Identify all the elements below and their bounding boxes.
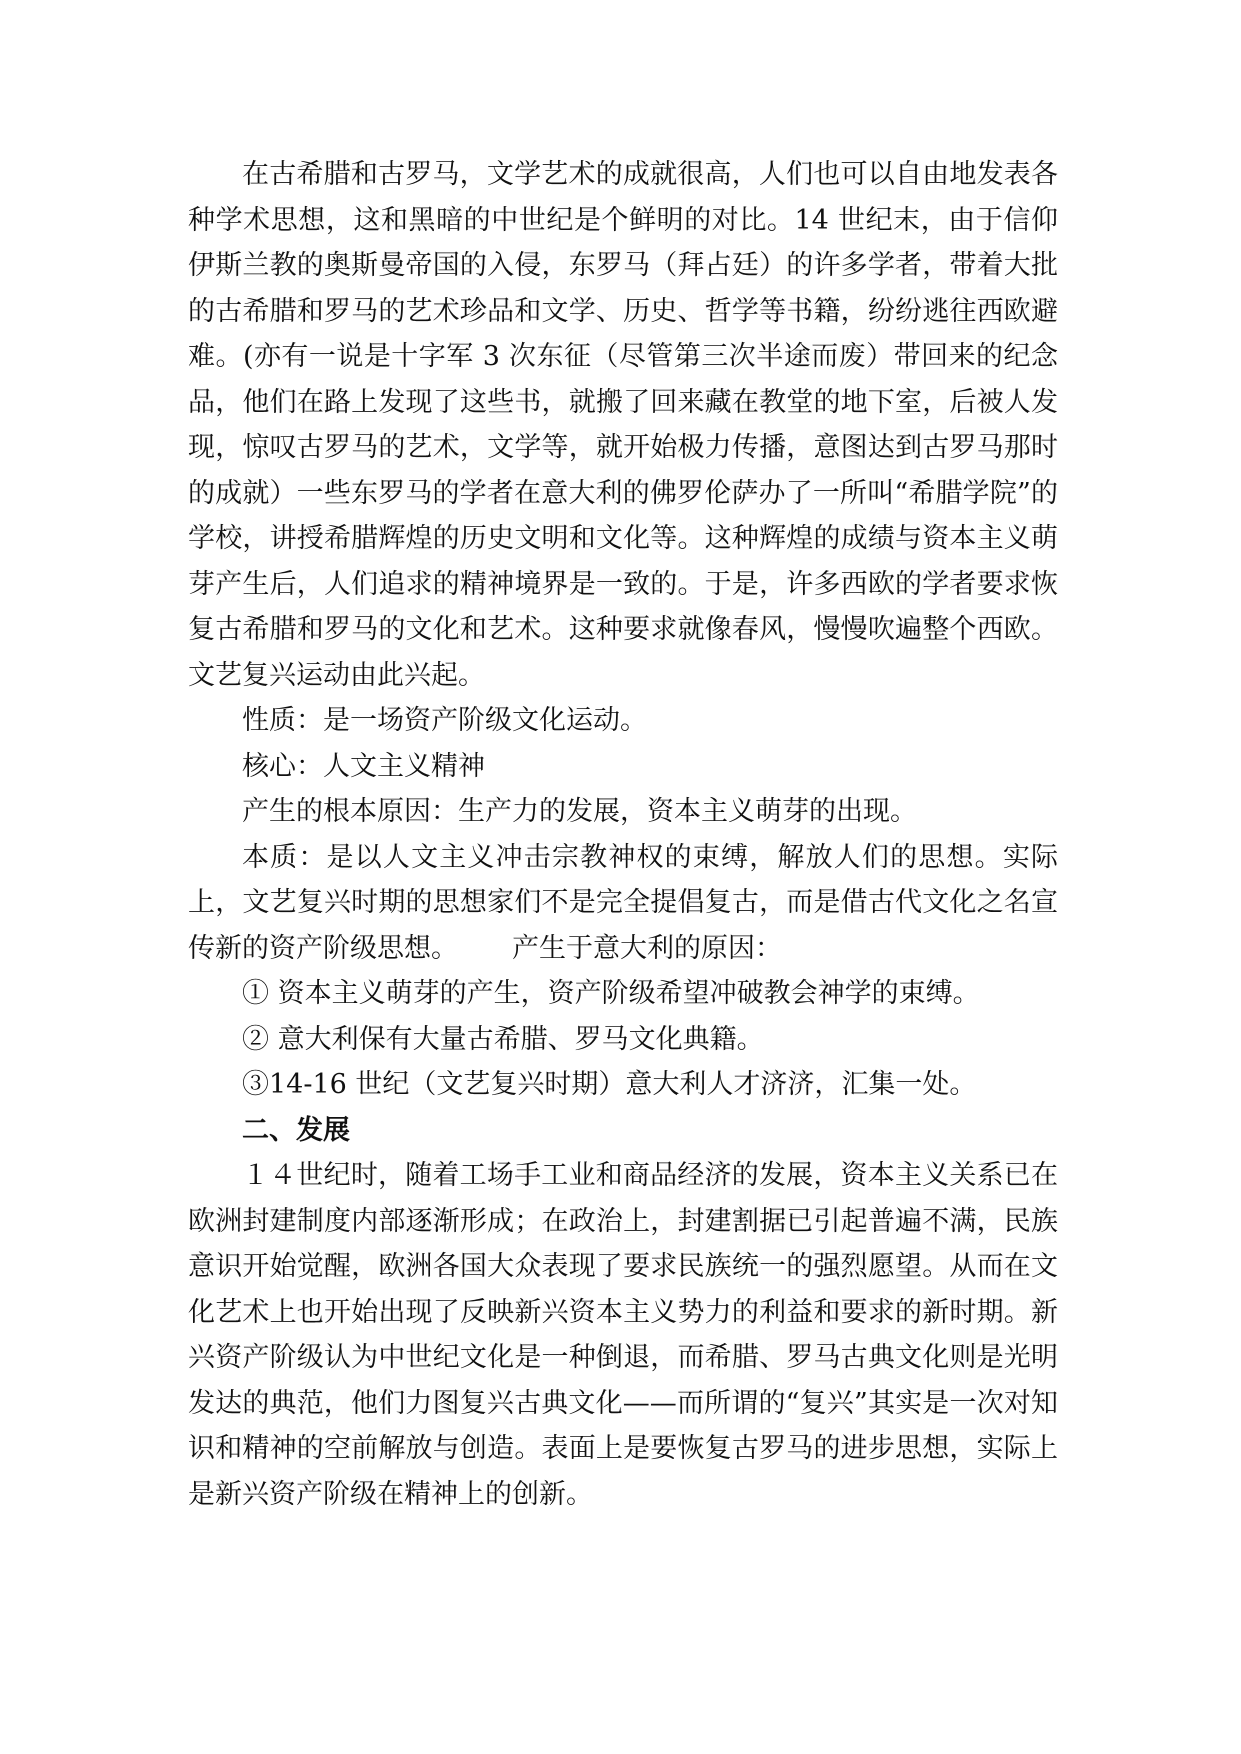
reason-item-2: ② 意大利保有大量古希腊、罗马文化典籍。 bbox=[242, 1023, 764, 1055]
essence-paragraph bbox=[188, 835, 1058, 972]
italy-reason-label: 产生于意大利的原因： bbox=[512, 932, 782, 964]
nature-line: 性质：是一场资产阶级文化运动。 bbox=[242, 705, 647, 736]
development-paragraph: １４世纪时，随着工场手工业和商品经济的发展，资本主义关系已在欧洲封建制度内部逐渐形成；在政治上，封建割据已引起普遍不满，民族意识开始觉醒，欧洲各国大众表现了要求民族统一的强烈愿望。从而在文化艺术上也开始出现了反映新兴资本主义势力的利益和要求的新时期。新兴资产阶级认为中世纪文化是一种倒退，而希腊、罗马古典文化则是光明发达的典范，他们力图复兴古典文化——而所谓的“复兴”其实是一次对知识和精神的空前解放与创造。表面上是要恢复古罗马的进步思想，实际上是新兴资产阶级在精神上的创新。 bbox=[188, 1160, 1058, 1510]
intro-paragraph: 在古希腊和古罗马，文学艺术的成就很高，人们也可以自由地发表各种学术思想，这和黑暗的中世纪是个鲜明的对比。14 世纪末，由于信仰伊斯兰教的奥斯曼帝国的入侵，东罗马（拜占廷）的许多学者，带着大批的古希腊和罗马的艺术珍品和文学、历史、哲学等书籍，纷纷逃往西欧避难。(亦有一说是十字军 3 次东征（尽管第三次半途而废）带回来的纪念品，他们在路上发现了这些书，就搬了回来藏在教堂的地下室，后被人发现，惊叹古罗马的艺术，文学等，就开始极力传播，意图达到古罗马那时的成就）一些东罗马的学者在意大利的佛罗伦萨办了一所叫“希腊学院”的学校，讲授希腊辉煌的历史文明和文化等。这种辉煌的成绩与资本主义萌芽产生后，人们追求的精神境界是一致的。于是，许多西欧的学者要求恢复古希腊和罗马的文化和艺术。这种要求就像春风，慢慢吹遍整个西欧。文艺复兴运动由此兴起。 bbox=[188, 159, 1058, 691]
core-line: 核心：人文主义精神 bbox=[242, 750, 485, 782]
section-heading: 二、发展 bbox=[242, 1114, 350, 1146]
root-cause-line: 产生的根本原因：生产力的发展，资本主义萌芽的出现。 bbox=[242, 796, 917, 827]
reason-item-1: ① 资本主义萌芽的产生，资产阶级希望冲破教会神学的束缚。 bbox=[242, 978, 980, 1009]
essence-text: 本质：是以人文主义冲击宗教神权的束缚，解放人们的思想。实际上，文艺复兴时期的思想家们不是完全提倡复古，而是借古代文化之名宣传新的资产阶级思想。 bbox=[188, 841, 1058, 964]
document-page bbox=[188, 152, 1058, 1517]
reason-item-3: ③14-16 世纪（文艺复兴时期）意大利人才济济，汇集一处。 bbox=[242, 1069, 977, 1100]
